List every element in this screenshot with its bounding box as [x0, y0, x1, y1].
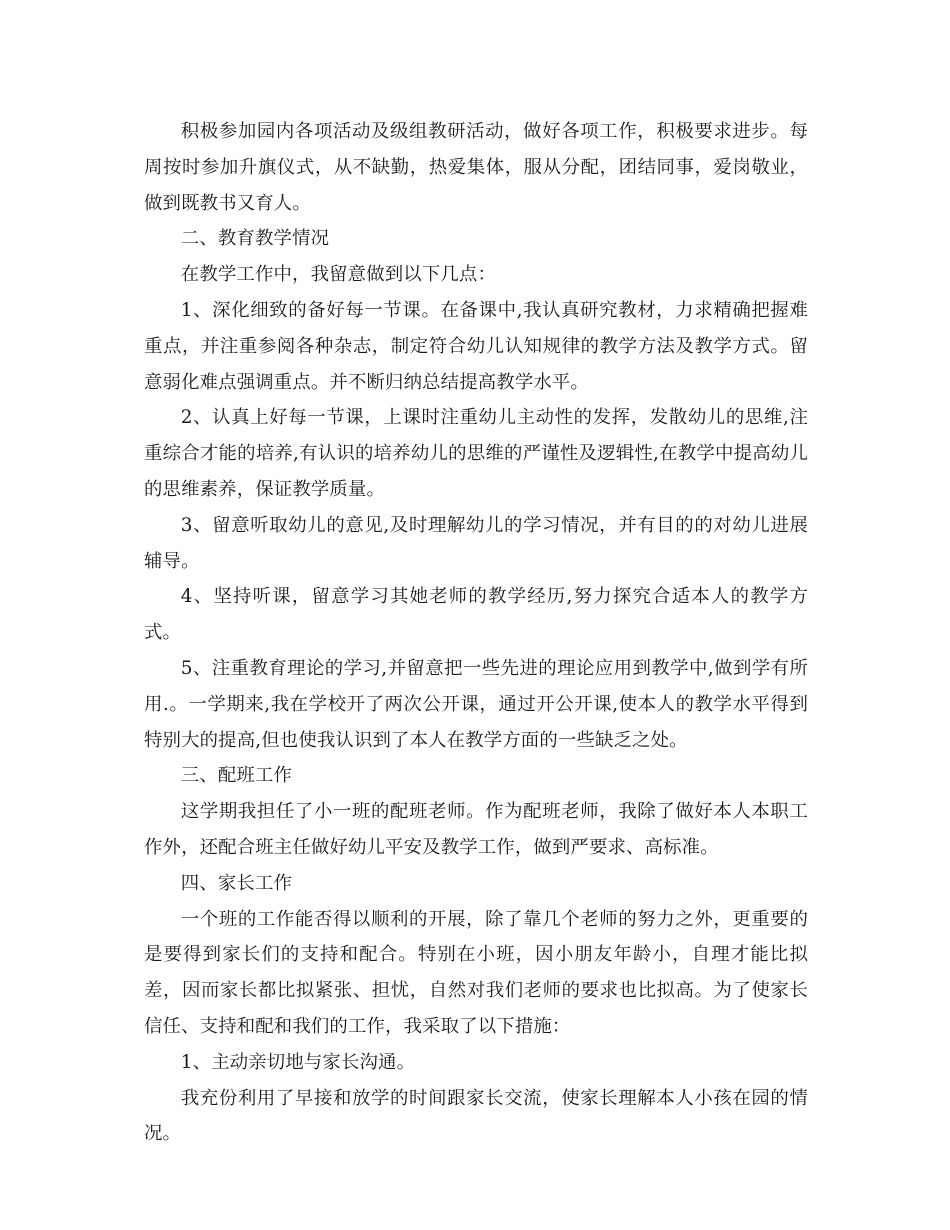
paragraph-parents-detail: 我充份利用了早接和放学的时间跟家长交流，使家长理解本人小孩在园的情况。 [144, 1087, 808, 1145]
paragraph-teaching-intro: 在教学工作中，我留意做到以下几点： [180, 264, 496, 286]
paragraph-teaching-point-3: 3、留意听取幼儿的意见,及时理解幼儿的学习情况，并有目的的对幼儿进展辅导。 [144, 514, 808, 572]
document-body [144, 114, 808, 1152]
paragraph-activities: 积极参加园内各项活动及级组教研活动，做好各项工作，积极要求进步。每周按时参加升旗仪式，从不缺勤，热爱集体，服从分配，团结同事，爱岗敬业，做到既教书又育人。 [144, 121, 808, 214]
section-heading-teaching: 二、教育教学情况 [180, 228, 330, 250]
section-heading-parents: 四、家长工作 [180, 872, 293, 894]
paragraph-parents-intro: 一个班的工作能否得以顺利的开展，除了靠几个老师的努力之外，更重要的是要得到家长们的支持和配合。特别在小班，因小朋友年龄小，自理才能比拟差，因而家长都比拟紧张、担忧，自然对我们老师的要求也比拟高。为了使家长信任、支持和配和我们的工作，我采取了以下措施： [144, 908, 808, 1037]
paragraph-parents-point-1: 1、主动亲切地与家长沟通。 [180, 1051, 416, 1073]
paragraph-class-assist: 这学期我担任了小一班的配班老师。作为配班老师，我除了做好本人本职工作外，还配合班主任做好幼儿平安及教学工作，做到严要求、高标准。 [144, 801, 808, 858]
paragraph-teaching-point-2: 2、认真上好每一节课，上课时注重幼儿主动性的发挥，发散幼儿的思维,注重综合才能的培养,有认识的培养幼儿的思维的严谨性及逻辑性,在教学中提高幼儿的思维素养，保证教学质量。 [144, 407, 808, 500]
paragraph-teaching-point-1: 1、深化细致的备好每一节课。在备课中,我认真研究教材，力求精确把握难重点，并注重参阅各种杂志，制定符合幼儿认知规律的教学方法及教学方式。留意弱化难点强调重点。并不断归纳总结提高教学水平。 [144, 299, 808, 393]
paragraph-teaching-point-4: 4、坚持听课，留意学习其她老师的教学经历,努力探究合适本人的教学方式。 [144, 586, 808, 644]
section-heading-class-assist: 三、配班工作 [180, 765, 293, 787]
paragraph-teaching-point-5: 5、注重教育理论的学习,并留意把一些先进的理论应用到教学中,做到学有所用.。一学期来,我在学校开了两次公开课，通过开公开课,使本人的教学水平得到特别大的提高,但也使我认识到了本人在教学方面的一些缺乏之处。 [144, 657, 808, 751]
